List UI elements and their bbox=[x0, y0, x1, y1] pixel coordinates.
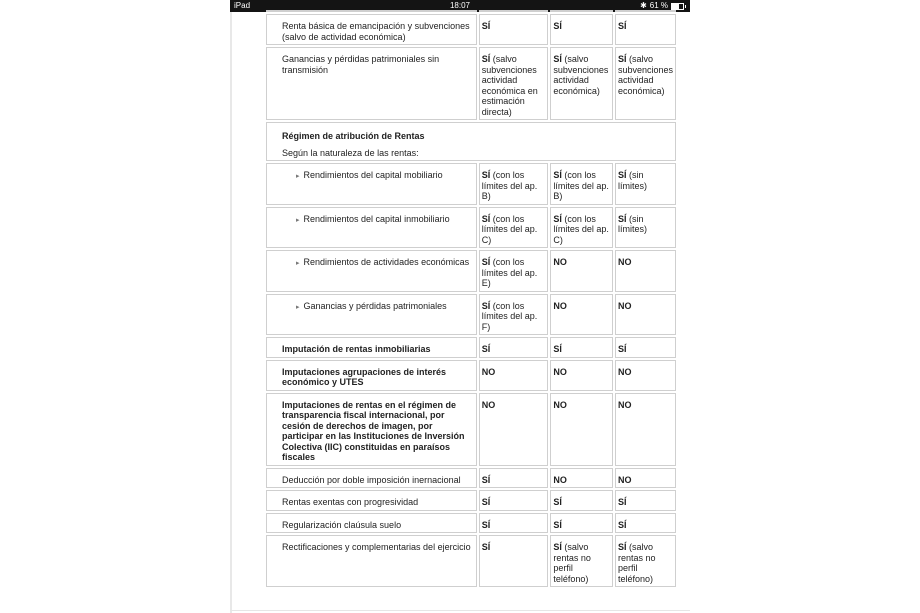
section-title: Régimen de atribución de Rentas bbox=[282, 131, 425, 141]
status-time: 18:07 bbox=[449, 1, 471, 10]
row-label: ▸ Rendimientos de actividades económicas bbox=[266, 250, 477, 292]
cell-col2: SÍ (con los límites del ap. E) bbox=[479, 250, 549, 292]
row-label: Ganancias y pérdidas patrimoniales sin transmisión bbox=[266, 47, 477, 120]
cell-col4: NO bbox=[615, 250, 676, 292]
cell-col2: SÍ bbox=[479, 535, 549, 587]
page bbox=[230, 12, 690, 613]
cell-col2: SÍ (con los límites del ap. C) bbox=[479, 207, 549, 249]
cell-col2: SÍ (con los límites del ap. B) bbox=[479, 163, 549, 205]
row-label: Renta básica de emancipación y subvenciones (salvo de actividad económica) bbox=[266, 14, 477, 45]
table-row bbox=[266, 207, 676, 249]
row-label: Rentas exentas con progresividad bbox=[266, 490, 477, 511]
table-row bbox=[266, 163, 676, 205]
cell-col4: NO bbox=[615, 468, 676, 489]
row-label: ▸ Rendimientos del capital mobiliario bbox=[266, 163, 477, 205]
row-label: Imputaciones de rentas en el régimen de transparencia fiscal internacional, por cesión de derechos de imagen, por participar en las Instituciones de Inversión Colectiva (IIC) constituidas en paraísos fiscales bbox=[266, 393, 477, 466]
cell-col4: NO bbox=[615, 393, 676, 466]
device-label: iPad bbox=[234, 1, 251, 10]
battery-percent: 61 % bbox=[649, 1, 668, 10]
table-cell bbox=[479, 10, 549, 12]
cell-col2: SÍ bbox=[479, 14, 549, 45]
table-row bbox=[266, 513, 676, 534]
cell-col3: NO bbox=[550, 250, 613, 292]
table-row bbox=[266, 294, 676, 336]
row-label: Regularización claúsula suelo bbox=[266, 513, 477, 534]
cell-col3: SÍ bbox=[550, 337, 613, 358]
section-header bbox=[266, 122, 676, 161]
cell-col3: NO bbox=[550, 294, 613, 336]
cell-col3: SÍ (salvo rentas no perfil teléfono) bbox=[550, 535, 613, 587]
cell-col4: SÍ (sin límites) bbox=[615, 207, 676, 249]
table-row bbox=[266, 393, 676, 466]
cell-col2: SÍ bbox=[479, 513, 549, 534]
bullet-icon: ▸ bbox=[296, 303, 300, 311]
table-row bbox=[266, 468, 676, 489]
table-row bbox=[266, 14, 676, 45]
cell-col3: NO bbox=[550, 393, 613, 466]
cell-col3: SÍ (con los límites del ap. C) bbox=[550, 207, 613, 249]
table-cell bbox=[266, 10, 477, 12]
cell-col4: SÍ (salvo subvenciones actividad económica) bbox=[615, 47, 676, 120]
table-row bbox=[266, 490, 676, 511]
page-bottom-border bbox=[230, 610, 690, 611]
row-label: ▸ Ganancias y pérdidas patrimoniales bbox=[266, 294, 477, 336]
cell-col4: SÍ (salvo rentas no perfil teléfono) bbox=[615, 535, 676, 587]
bluetooth-icon: ✱ bbox=[640, 1, 647, 10]
row-label: ▸ Rendimientos del capital inmobiliario bbox=[266, 207, 477, 249]
table-row bbox=[266, 360, 676, 391]
bullet-icon: ▸ bbox=[296, 216, 300, 224]
cell-col4: NO bbox=[615, 360, 676, 391]
row-label: Imputaciones agrupaciones de interés económico y UTES bbox=[266, 360, 477, 391]
section-subtitle: Según la naturaleza de las rentas: bbox=[282, 147, 419, 158]
table-row bbox=[266, 122, 676, 161]
cell-col3: NO bbox=[550, 360, 613, 391]
cell-col4: SÍ (sin límites) bbox=[615, 163, 676, 205]
table-row bbox=[266, 47, 676, 120]
comparison-table bbox=[264, 8, 678, 589]
table-row bbox=[266, 337, 676, 358]
cell-col3: SÍ (salvo subvenciones actividad económica) bbox=[550, 47, 613, 120]
cell-col3: NO bbox=[550, 468, 613, 489]
table-row bbox=[266, 10, 676, 12]
page-left-border bbox=[230, 12, 232, 613]
cell-col4: NO bbox=[615, 294, 676, 336]
cell-col2: NO bbox=[479, 360, 549, 391]
table-cell bbox=[550, 10, 613, 12]
cell-col2: SÍ bbox=[479, 337, 549, 358]
cell-col3: SÍ bbox=[550, 513, 613, 534]
row-label: Rectificaciones y complementarias del ejercicio bbox=[266, 535, 477, 587]
row-label: Imputación de rentas inmobiliarias bbox=[266, 337, 477, 358]
cell-col4: SÍ bbox=[615, 337, 676, 358]
bullet-icon: ▸ bbox=[296, 260, 300, 267]
cell-col2: SÍ (con los límites del ap. F) bbox=[479, 294, 549, 336]
bullet-icon: ▸ bbox=[296, 173, 300, 180]
cell-col3: SÍ bbox=[550, 490, 613, 511]
cell-col4: SÍ bbox=[615, 513, 676, 534]
cell-col2: SÍ bbox=[479, 490, 549, 511]
cell-col4: SÍ bbox=[615, 490, 676, 511]
cell-col3: SÍ bbox=[550, 14, 613, 45]
table-cell bbox=[615, 10, 676, 12]
cell-col4: SÍ bbox=[615, 14, 676, 45]
row-label: Deducción por doble imposición inernacional bbox=[266, 468, 477, 489]
cell-col3: SÍ (con los límites del ap. B) bbox=[550, 163, 613, 205]
table-row bbox=[266, 535, 676, 587]
cell-col2: NO bbox=[479, 393, 549, 466]
table-row bbox=[266, 250, 676, 292]
cell-col2: SÍ (salvo subvenciones actividad económica en estimación directa) bbox=[479, 47, 549, 120]
cell-col2: SÍ bbox=[479, 468, 549, 489]
